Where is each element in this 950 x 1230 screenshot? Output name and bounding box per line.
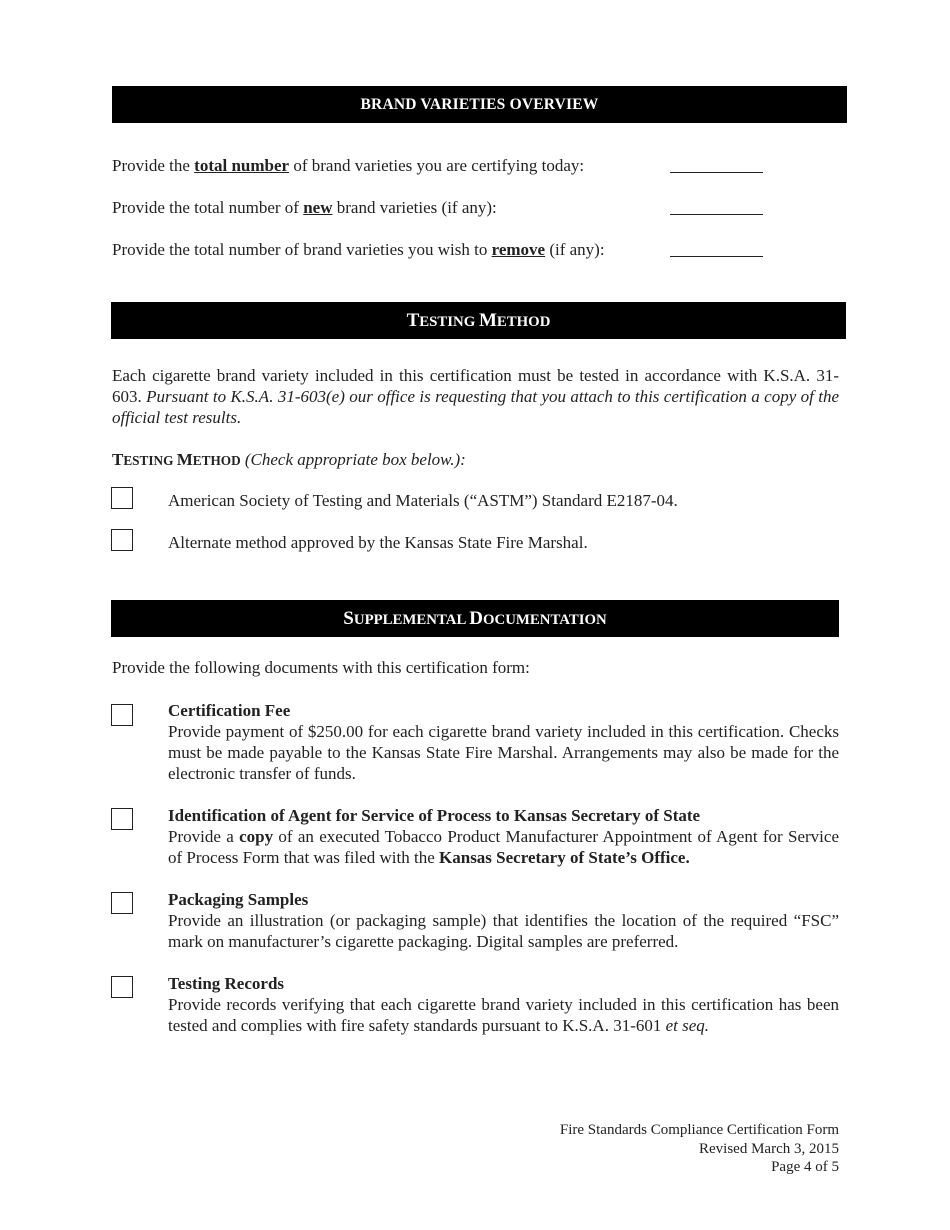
- footer-page-number: Page 4 of 5: [771, 1159, 839, 1175]
- testing-intro-paragraph: [112, 365, 839, 428]
- testing-header-cap1: T: [406, 310, 420, 331]
- supplemental-documentation-header: [111, 600, 839, 637]
- agent-body-bold1: copy: [239, 827, 274, 846]
- testing-records-title: Testing Records: [168, 974, 285, 993]
- brand-varieties-overview-header: [112, 86, 847, 123]
- agent-identification-item: [168, 805, 839, 868]
- testing-records-item: [168, 973, 839, 1036]
- q2-text-post: brand varieties (if any):: [332, 198, 497, 217]
- certification-fee-title: Certification Fee: [168, 701, 291, 720]
- supp-header-small2: OCUMENTATION: [482, 612, 607, 628]
- certification-fee-item: [168, 700, 839, 784]
- testing-intro-italic: Pursuant to K.S.A. 31-603(e) our office is requesting that you attach to this certification a copy of the official test results.: [112, 387, 840, 427]
- testing-records-body-italic: et seq.: [665, 1016, 710, 1035]
- packaging-samples-item: [168, 889, 839, 952]
- testing-method-label: [112, 450, 466, 471]
- testing-records-checkbox[interactable]: [111, 976, 133, 998]
- testing-intro-normal: Each cigarette brand variety included in this certification must be tested in accordance with K.S.A. 31-603.: [112, 366, 839, 406]
- footer-form-title: Fire Standards Compliance Certification Form: [559, 1122, 839, 1138]
- footer-revision-date: Revised March 3, 2015: [699, 1140, 839, 1157]
- supp-header-cap1: S: [343, 608, 354, 629]
- agent-body-bold2: Kansas Secretary of State’s Office.: [439, 848, 690, 867]
- remove-varieties-blank[interactable]: [670, 256, 763, 257]
- agent-body-part2: of an executed Tobacco Product Manufacturer Appointment of Agent for Service of Process Form that was filed with the: [168, 827, 839, 867]
- packaging-samples-title: Packaging Samples: [168, 890, 309, 909]
- packaging-samples-checkbox[interactable]: [111, 892, 133, 914]
- label-cap1: T: [112, 450, 124, 469]
- agent-identification-title: Identification of Agent for Service of Process to Kansas Secretary of State: [168, 806, 701, 825]
- certification-fee-checkbox[interactable]: [111, 704, 133, 726]
- page-footer: [560, 1121, 839, 1177]
- total-number-question: [112, 156, 584, 176]
- testing-method-header: [111, 302, 846, 339]
- testing-header-cap2: M: [478, 310, 497, 331]
- overview-header-text: BRAND VARIETIES OVERVIEW: [360, 96, 599, 113]
- new-varieties-blank[interactable]: [670, 214, 763, 215]
- astm-option-label: American Society of Testing and Materials (“ASTM”) Standard E2187-04.: [168, 491, 678, 510]
- testing-records-body: Provide records verifying that each cigarette brand variety included in this certification has been tested and complies with fire safety standards pursuant to K.S.A. 31-601: [168, 995, 839, 1035]
- testing-header-small2: ETHOD: [496, 314, 551, 330]
- alternate-method-label: Alternate method approved by the Kansas State Fire Marshal.: [168, 533, 588, 552]
- q3-emphasis: remove: [491, 240, 546, 259]
- alternate-method-checkbox[interactable]: [111, 529, 133, 551]
- label-small1: ESTING: [123, 453, 177, 468]
- supp-header-small1: UPPLEMENTAL: [353, 612, 470, 628]
- certification-fee-body: Provide payment of $250.00 for each cigarette brand variety included in this certification. Checks must be made payable to the Kansas State Fire Marshal. Arrangements may also be made for the electronic transfer of funds.: [168, 722, 839, 783]
- q3-text-post: (if any):: [545, 240, 605, 259]
- q1-emphasis: total number: [194, 156, 290, 175]
- packaging-samples-body: Provide an illustration (or packaging sample) that identifies the location of the required “FSC” mark on manufacturer’s cigarette packaging. Digital samples are preferred.: [168, 911, 839, 951]
- remove-varieties-question: [112, 240, 605, 260]
- q2-text-pre: Provide the total number of: [112, 198, 304, 217]
- testing-label-note: (Check appropriate box below.):: [240, 450, 466, 469]
- label-small2: ETHOD: [192, 453, 241, 468]
- supplemental-intro: Provide the following documents with this certification form:: [112, 658, 530, 677]
- q2-emphasis: new: [303, 198, 333, 217]
- testing-header-small1: ESTING: [419, 314, 479, 330]
- new-varieties-question: [112, 198, 497, 218]
- agent-identification-checkbox[interactable]: [111, 808, 133, 830]
- astm-checkbox[interactable]: [111, 487, 133, 509]
- supp-header-cap2: D: [469, 608, 483, 629]
- total-number-blank[interactable]: [670, 172, 763, 173]
- label-cap2: M: [176, 450, 193, 469]
- q1-text-pre: Provide the: [112, 156, 195, 175]
- q3-text-pre: Provide the total number of brand varieties you wish to: [112, 240, 492, 259]
- q1-text-post: of brand varieties you are certifying today:: [289, 156, 585, 175]
- agent-body-part1: Provide a: [168, 827, 240, 846]
